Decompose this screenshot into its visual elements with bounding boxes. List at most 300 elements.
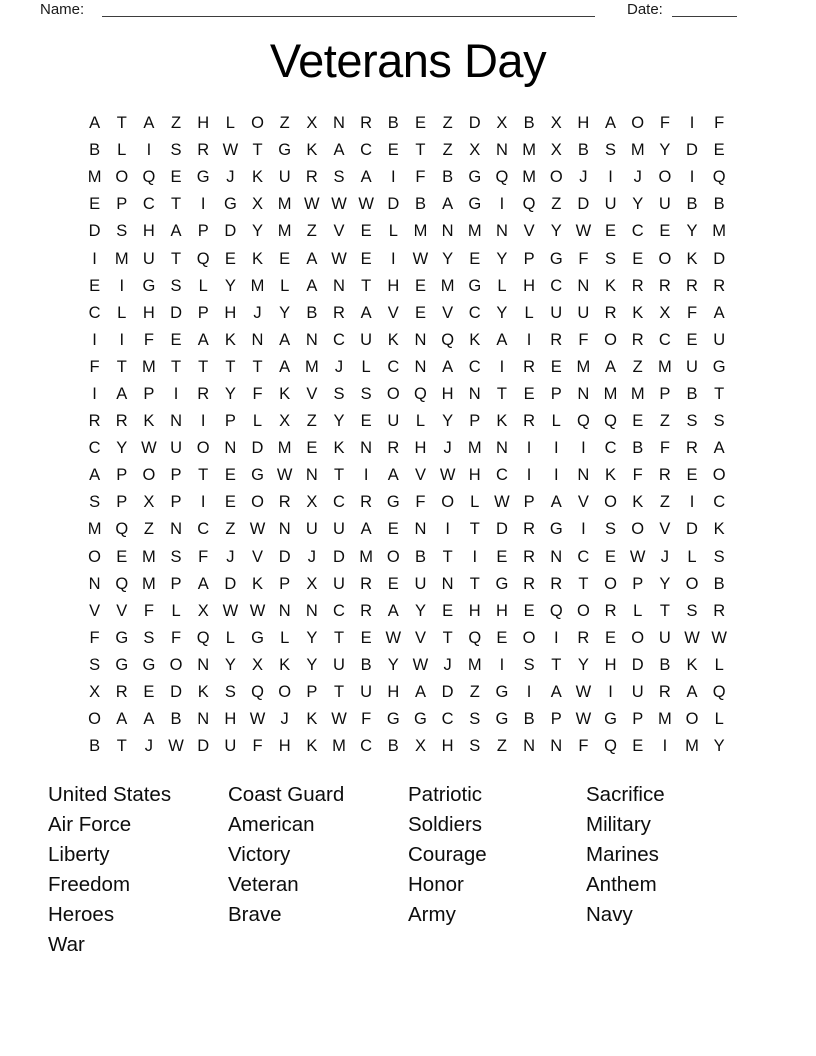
grid-letter: M xyxy=(440,276,455,295)
grid-letter: K xyxy=(224,330,236,349)
grid-letter: Y xyxy=(306,628,318,647)
grid-letter: I xyxy=(119,276,125,295)
grid-letter: O xyxy=(549,168,563,187)
grid-letter: D xyxy=(495,520,508,539)
grid-letter: Y xyxy=(279,303,291,322)
grid-letter: R xyxy=(658,683,671,702)
grid-letter: T xyxy=(333,466,345,485)
grid-letter: M xyxy=(277,439,292,458)
grid-letter: F xyxy=(171,628,182,647)
grid-letter: W xyxy=(575,710,592,729)
grid-letter: O xyxy=(115,168,129,187)
grid-letter: C xyxy=(360,141,373,160)
grid-letter: S xyxy=(170,276,182,295)
grid-letter: W xyxy=(684,628,700,647)
grid-letter: N xyxy=(414,357,427,376)
grid-letter: R xyxy=(360,601,373,620)
grid-letter: D xyxy=(197,737,210,756)
grid-row xyxy=(81,706,733,733)
grid-letter: P xyxy=(116,493,128,512)
grid-letter: F xyxy=(632,466,643,485)
grid-letter: L xyxy=(687,547,697,566)
grid-letter: G xyxy=(115,628,129,647)
grid-letter: E xyxy=(414,276,426,295)
grid-letter: S xyxy=(89,493,101,512)
grid-row xyxy=(81,300,733,327)
grid-letter: W xyxy=(629,547,646,566)
word-item: Military xyxy=(586,813,651,836)
grid-letter: X xyxy=(197,601,209,620)
grid-letter: A xyxy=(442,357,454,376)
grid-letter: V xyxy=(89,601,101,620)
grid-letter: P xyxy=(550,710,562,729)
grid-letter: I xyxy=(689,114,695,133)
grid-letter: K xyxy=(605,466,617,485)
grid-row xyxy=(81,733,733,760)
grid-letter: W xyxy=(385,628,402,647)
grid-letter: A xyxy=(197,330,209,349)
grid-letter: I xyxy=(92,384,97,403)
grid-letter: I xyxy=(662,737,668,756)
grid-letter: A xyxy=(89,466,101,485)
grid-letter: M xyxy=(522,168,536,187)
grid-letter: O xyxy=(88,710,101,729)
grid-letter: L xyxy=(524,303,534,322)
grid-letter: B xyxy=(306,303,318,322)
grid-letter: M xyxy=(657,357,672,376)
grid-letter: N xyxy=(278,601,291,620)
grid-letter: V xyxy=(659,520,671,539)
grid-letter: G xyxy=(495,574,509,593)
grid-letter: G xyxy=(278,141,292,160)
grid-letter: P xyxy=(523,249,535,268)
word-list-column xyxy=(586,780,665,930)
grid-letter: E xyxy=(387,520,399,539)
grid-letter: W xyxy=(141,439,157,458)
grid-letter: G xyxy=(142,655,156,674)
grid-row xyxy=(81,408,733,435)
grid-letter: E xyxy=(605,222,617,241)
grid-letter: P xyxy=(197,303,209,322)
grid-letter: K xyxy=(279,384,291,403)
grid-letter: C xyxy=(333,493,345,512)
grid-letter: Q xyxy=(712,683,726,702)
grid-letter: O xyxy=(685,710,699,729)
grid-letter: V xyxy=(252,547,264,566)
grid-letter: J xyxy=(144,737,154,756)
grid-letter: I xyxy=(581,439,586,458)
grid-letter: A xyxy=(387,466,399,485)
grid-letter: L xyxy=(280,276,290,295)
grid-letter: Y xyxy=(659,141,671,160)
grid-row xyxy=(81,544,733,571)
grid-letter: L xyxy=(117,141,127,160)
grid-letter: I xyxy=(499,655,505,674)
grid-letter: D xyxy=(387,195,400,214)
grid-letter: E xyxy=(143,683,155,702)
grid-letter: O xyxy=(631,520,645,539)
grid-letter: T xyxy=(442,628,453,647)
grid-letter: E xyxy=(170,168,182,187)
grid-row xyxy=(81,571,733,598)
grid-letter: I xyxy=(173,384,179,403)
grid-letter: P xyxy=(170,574,182,593)
grid-letter: L xyxy=(361,357,371,376)
grid-letter: S xyxy=(224,683,236,702)
grid-letter: R xyxy=(523,547,536,566)
grid-letter: X xyxy=(143,493,155,512)
grid-letter: N xyxy=(441,574,454,593)
grid-letter: Z xyxy=(496,737,507,756)
grid-letter: M xyxy=(467,655,482,674)
grid-letter: X xyxy=(306,574,318,593)
word-item: American xyxy=(228,813,315,836)
grid-letter: R xyxy=(197,384,210,403)
grid-letter: E xyxy=(632,249,644,268)
word-item: Soldiers xyxy=(408,813,483,836)
grid-letter: R xyxy=(686,276,698,295)
grid-letter: H xyxy=(224,303,237,322)
grid-letter: K xyxy=(632,303,644,322)
grid-row xyxy=(81,679,733,706)
grid-letter: J xyxy=(334,357,344,376)
grid-row xyxy=(81,625,733,652)
grid-letter: R xyxy=(523,357,536,376)
grid-row xyxy=(81,137,733,164)
grid-letter: B xyxy=(713,195,725,214)
grid-letter: D xyxy=(631,655,644,674)
grid-letter: O xyxy=(658,249,672,268)
grid-letter: M xyxy=(467,439,482,458)
grid-letter: H xyxy=(142,303,155,322)
grid-letter: A xyxy=(605,357,617,376)
grid-letter: K xyxy=(496,412,508,431)
grid-letter: A xyxy=(360,520,372,539)
grid-letter: W xyxy=(331,195,347,214)
grid-letter: E xyxy=(659,222,671,241)
grid-letter: R xyxy=(550,574,563,593)
grid-letter: R xyxy=(658,276,671,295)
grid-letter: E xyxy=(89,276,101,295)
grid-letter: R xyxy=(523,412,536,431)
grid-letter: P xyxy=(469,412,481,431)
grid-letter: M xyxy=(277,195,292,214)
grid-letter: Q xyxy=(196,249,210,268)
page-title: Veterans Day xyxy=(269,34,547,87)
grid-letter: W xyxy=(331,249,347,268)
grid-letter: F xyxy=(252,384,263,403)
grid-letter: G xyxy=(468,168,482,187)
grid-letter: N xyxy=(414,330,427,349)
grid-letter: K xyxy=(252,249,264,268)
grid-letter: F xyxy=(578,330,589,349)
grid-row xyxy=(81,652,733,679)
grid-letter: T xyxy=(171,249,182,268)
grid-letter: G xyxy=(223,195,237,214)
word-item: Freedom xyxy=(48,873,131,896)
grid-letter: N xyxy=(414,520,427,539)
grid-letter: Y xyxy=(496,249,508,268)
grid-letter: U xyxy=(360,683,373,702)
word-search-grid xyxy=(81,110,733,760)
grid-letter: E xyxy=(523,601,535,620)
grid-letter: H xyxy=(468,466,481,485)
word-item: Honor xyxy=(408,873,464,896)
grid-letter: Q xyxy=(549,601,563,620)
grid-letter: X xyxy=(306,114,318,133)
grid-letter: U xyxy=(278,168,291,187)
grid-letter: F xyxy=(578,737,589,756)
grid-letter: B xyxy=(89,141,101,160)
grid-letter: K xyxy=(387,330,399,349)
word-item: Veteran xyxy=(228,873,299,896)
grid-letter: R xyxy=(360,493,373,512)
grid-letter: H xyxy=(197,114,210,133)
grid-letter: D xyxy=(251,439,264,458)
grid-letter: E xyxy=(360,412,372,431)
grid-letter: D xyxy=(333,547,345,566)
word-list-column xyxy=(228,780,344,930)
grid-letter: N xyxy=(197,655,210,674)
grid-letter: R xyxy=(713,276,726,295)
grid-letter: P xyxy=(659,384,671,403)
grid-letter: C xyxy=(441,710,454,729)
grid-letter: S xyxy=(686,412,698,431)
grid-letter: S xyxy=(116,222,128,241)
grid-letter: F xyxy=(143,601,154,620)
grid-letter: O xyxy=(631,628,645,647)
word-item: Anthem xyxy=(586,873,657,896)
grid-letter: X xyxy=(469,141,481,160)
grid-letter: H xyxy=(387,276,400,295)
grid-letter: T xyxy=(551,655,562,674)
grid-letter: S xyxy=(469,737,481,756)
grid-letter: A xyxy=(414,683,426,702)
grid-row xyxy=(81,164,733,191)
grid-letter: N xyxy=(495,222,508,241)
grid-letter: I xyxy=(581,520,586,539)
grid-letter: N xyxy=(441,222,454,241)
grid-letter: N xyxy=(550,547,563,566)
grid-letter: H xyxy=(224,710,237,729)
grid-letter: Y xyxy=(224,384,236,403)
grid-letter: J xyxy=(307,547,316,566)
grid-letter: B xyxy=(577,141,589,160)
grid-letter: H xyxy=(577,114,590,133)
grid-letter: P xyxy=(116,466,128,485)
grid-letter: A xyxy=(713,439,725,458)
grid-letter: I xyxy=(608,683,613,702)
grid-letter: L xyxy=(171,601,181,620)
grid-letter: E xyxy=(442,601,454,620)
grid-row xyxy=(81,191,733,218)
grid-letter: U xyxy=(142,249,155,268)
grid-letter: E xyxy=(279,249,291,268)
grid-letter: T xyxy=(252,357,263,376)
grid-letter: A xyxy=(387,601,399,620)
grid-letter: A xyxy=(333,141,345,160)
grid-letter: R xyxy=(604,601,617,620)
grid-letter: K xyxy=(333,439,345,458)
grid-letter: G xyxy=(251,466,264,485)
word-item: War xyxy=(48,933,85,956)
grid-letter: L xyxy=(633,601,643,620)
grid-letter: N xyxy=(523,737,536,756)
grid-letter: Q xyxy=(441,330,455,349)
grid-letter: H xyxy=(441,384,454,403)
grid-letter: A xyxy=(306,249,318,268)
grid-letter: I xyxy=(526,330,532,349)
grid-letter: Q xyxy=(115,520,129,539)
grid-letter: X xyxy=(252,195,264,214)
grid-row xyxy=(81,516,733,543)
grid-letter: F xyxy=(252,737,263,756)
grid-letter: O xyxy=(604,493,617,512)
grid-letter: T xyxy=(171,195,182,214)
grid-letter: I xyxy=(499,195,505,214)
grid-letter: L xyxy=(198,276,208,295)
grid-letter: I xyxy=(689,493,695,512)
grid-letter: Y xyxy=(252,222,264,241)
word-list-column xyxy=(408,780,487,930)
grid-letter: L xyxy=(225,628,235,647)
grid-letter: E xyxy=(496,628,508,647)
grid-letter: A xyxy=(306,276,318,295)
grid-letter: W xyxy=(439,466,456,485)
grid-letter: O xyxy=(386,547,400,566)
grid-letter: L xyxy=(470,493,480,512)
word-item: Marines xyxy=(586,843,659,866)
grid-letter: K xyxy=(252,168,264,187)
grid-letter: U xyxy=(305,520,318,539)
grid-letter: N xyxy=(468,384,481,403)
grid-letter: I xyxy=(553,628,559,647)
grid-letter: T xyxy=(714,384,725,403)
grid-letter: T xyxy=(496,384,507,403)
grid-letter: G xyxy=(468,276,482,295)
grid-letter: D xyxy=(170,683,182,702)
grid-letter: V xyxy=(414,466,426,485)
grid-letter: S xyxy=(89,655,101,674)
grid-letter: T xyxy=(252,141,263,160)
grid-letter: R xyxy=(550,330,563,349)
grid-letter: R xyxy=(115,412,128,431)
word-item: Brave xyxy=(228,903,282,926)
grid-letter: A xyxy=(605,114,617,133)
grid-letter: A xyxy=(279,330,291,349)
grid-letter: Z xyxy=(442,114,453,133)
grid-letter: E xyxy=(713,141,725,160)
grid-letter: D xyxy=(686,141,698,160)
grid-letter: S xyxy=(686,601,698,620)
grid-letter: R xyxy=(604,303,617,322)
grid-letter: C xyxy=(468,303,481,322)
grid-letter: R xyxy=(631,276,644,295)
grid-letter: F xyxy=(415,493,426,512)
grid-letter: E xyxy=(469,249,481,268)
grid-letter: A xyxy=(143,114,155,133)
grid-letter: N xyxy=(577,384,590,403)
grid-letter: O xyxy=(604,574,617,593)
grid-letter: F xyxy=(89,357,100,376)
grid-letter: N xyxy=(305,466,318,485)
grid-letter: N xyxy=(360,439,373,458)
grid-letter: V xyxy=(523,222,535,241)
grid-letter: S xyxy=(143,628,155,647)
grid-letter: E xyxy=(632,412,644,431)
grid-letter: H xyxy=(278,737,291,756)
grid-letter: V xyxy=(116,601,128,620)
grid-letter: G xyxy=(549,249,563,268)
grid-letter: Y xyxy=(713,737,725,756)
grid-letter: X xyxy=(306,493,318,512)
grid-letter: A xyxy=(550,683,562,702)
grid-letter: K xyxy=(605,276,617,295)
grid-letter: R xyxy=(523,574,536,593)
grid-letter: W xyxy=(575,683,592,702)
grid-letter: Z xyxy=(306,222,317,241)
grid-letter: Q xyxy=(604,737,617,756)
grid-letter: V xyxy=(333,222,345,241)
grid-letter: N xyxy=(550,737,563,756)
grid-letter: O xyxy=(169,655,183,674)
grid-letter: P xyxy=(550,384,562,403)
grid-letter: M xyxy=(359,547,374,566)
grid-letter: N xyxy=(305,330,318,349)
grid-letter: A xyxy=(197,574,209,593)
grid-letter: O xyxy=(658,168,672,187)
grid-letter: C xyxy=(88,439,101,458)
grid-letter: Y xyxy=(496,303,508,322)
grid-letter: I xyxy=(526,683,532,702)
grid-letter: I xyxy=(391,249,396,268)
grid-letter: Z xyxy=(225,520,236,539)
grid-letter: N xyxy=(333,114,345,133)
grid-letter: E xyxy=(632,737,644,756)
grid-letter: G xyxy=(549,520,563,539)
grid-letter: U xyxy=(658,628,671,647)
grid-letter: G xyxy=(251,628,264,647)
grid-letter: Q xyxy=(142,168,156,187)
grid-letter: O xyxy=(251,114,264,133)
grid-letter: S xyxy=(170,547,182,566)
grid-letter: M xyxy=(142,547,156,566)
grid-letter: E xyxy=(605,547,617,566)
grid-letter: U xyxy=(333,655,345,674)
grid-letter: R xyxy=(278,493,291,512)
grid-letter: T xyxy=(116,737,127,756)
grid-row xyxy=(81,598,733,625)
grid-letter: Y xyxy=(387,655,399,674)
grid-letter: H xyxy=(142,222,155,241)
grid-letter: Y xyxy=(116,439,128,458)
grid-letter: E xyxy=(550,357,562,376)
grid-letter: S xyxy=(605,520,617,539)
grid-letter: A xyxy=(550,493,562,512)
grid-letter: S xyxy=(605,249,617,268)
grid-letter: R xyxy=(523,520,536,539)
word-item: Coast Guard xyxy=(228,783,345,806)
grid-letter: F xyxy=(659,439,670,458)
grid-letter: T xyxy=(469,520,480,539)
grid-letter: U xyxy=(631,683,644,702)
grid-letter: O xyxy=(604,330,617,349)
grid-letter: R xyxy=(577,628,590,647)
grid-letter: O xyxy=(576,601,590,620)
grid-letter: R xyxy=(305,168,318,187)
grid-row xyxy=(81,245,733,272)
grid-letter: B xyxy=(442,168,454,187)
